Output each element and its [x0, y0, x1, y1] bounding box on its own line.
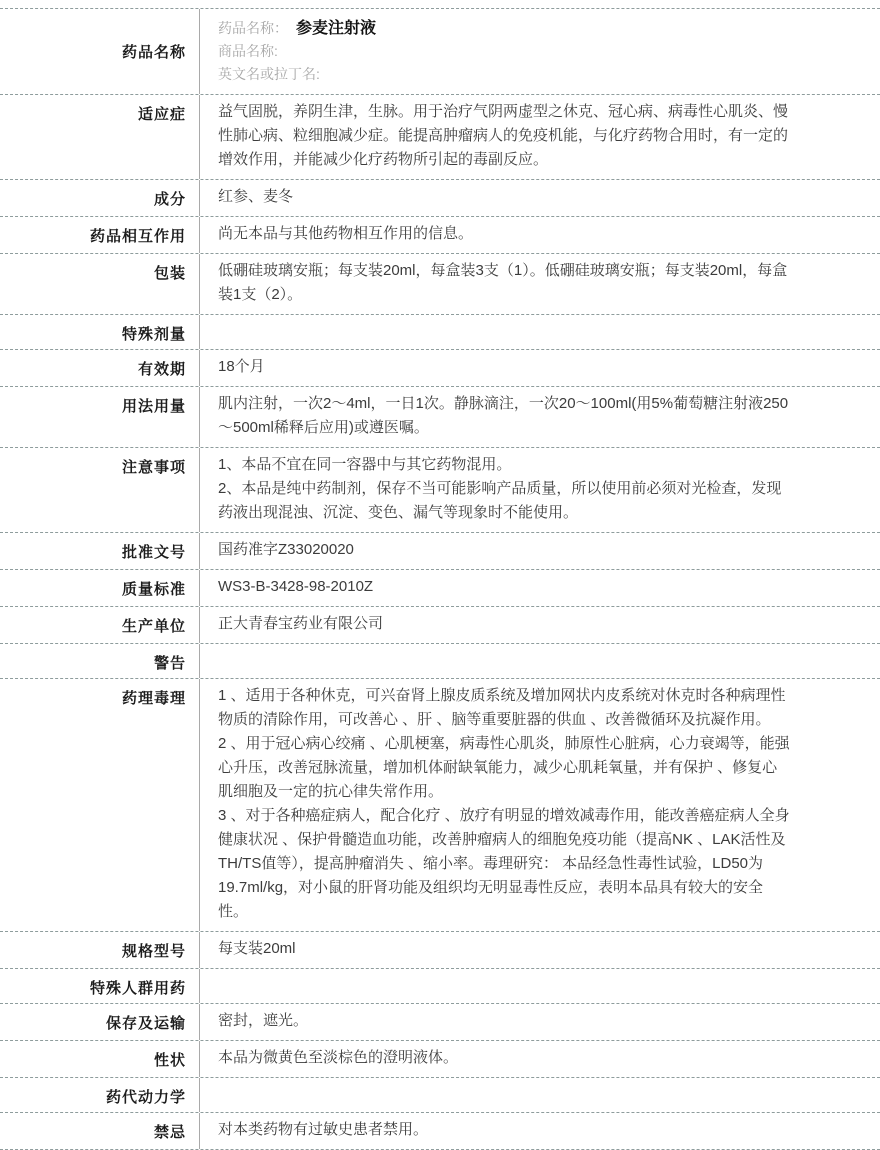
- row-text: 2 、用于冠心病心绞痛 、心肌梗塞，病毒性心肌炎，肺原性心脏病，心力衰竭等，能强心升压，改善冠脉流量，增加机体耐缺氧能力，减少心肌耗氧量，并有保护 、修复心肌细胞及一定的抗心律失常作用。: [218, 735, 790, 800]
- row-text: 每支装20ml: [218, 940, 296, 957]
- row-label: 保存及运输: [0, 1004, 200, 1040]
- row-label: 质量标准: [0, 570, 200, 606]
- row-drug-interactions: [0, 217, 880, 254]
- row-label: 药理毒理: [0, 679, 200, 931]
- row-label: 特殊剂量: [0, 315, 200, 349]
- row-label: 适应症: [0, 95, 200, 179]
- row-value: [200, 570, 880, 606]
- row-label: 性状: [0, 1041, 200, 1077]
- row-contraindications: [0, 1113, 880, 1150]
- row-label: 用法用量: [0, 387, 200, 447]
- row-dosage-usage: [0, 387, 880, 448]
- row-value: [200, 1113, 880, 1149]
- row-label: 警告: [0, 644, 200, 678]
- row-label: 生产单位: [0, 607, 200, 643]
- row-value: [200, 644, 880, 678]
- row-label: 包装: [0, 254, 200, 314]
- row-text: 1、本品不宜在同一容器中与其它药物混用。: [218, 456, 512, 473]
- row-manufacturer: [0, 607, 880, 644]
- row-value: [200, 254, 880, 314]
- row-text: 对本类药物有过敏史患者禁用。: [218, 1121, 429, 1138]
- drug-info-page: [0, 8, 880, 1141]
- row-text: 1 、适用于各种休克，可兴奋肾上腺皮质系统及增加网状内皮系统对休克时各种病理性物质的清除作用，可改善心 、肝 、脑等重要脏器的供血 、改善微循环及抗凝作用。: [218, 687, 786, 728]
- row-value: [200, 95, 880, 179]
- row-text: 肌内注射，一次2～4ml，一日1次。静脉滴注，一次20～100ml(用5%葡萄糖注射液250～500ml稀释后应用)或遵医嘱。: [218, 395, 789, 436]
- row-text: 密封，遮光。: [218, 1012, 309, 1029]
- row-specification: [0, 932, 880, 969]
- row-value: [200, 217, 880, 253]
- row-text: 红参、麦冬: [218, 188, 294, 205]
- row-text: 尚无本品与其他药物相互作用的信息。: [218, 225, 474, 242]
- row-warning: [0, 644, 880, 679]
- latin-name-line: [218, 63, 792, 86]
- row-text: 3 、对于各种癌症病人，配合化疗 、放疗有明显的增效减毒作用，能改善癌症病人全身健康状况 、保护骨髓造血功能，改善肿瘤病人的细胞免疫功能（提高NK 、LAK活性及TH/TS值等），提高肿瘤消失 、缩小率。毒理研究： 本品经急性毒性试验，LD50为19.7ml/kg，对小鼠的肝肾功能及组织均无明显毒性反应，表明本品具有较大的安全性。: [218, 807, 790, 920]
- row-label: 成分: [0, 180, 200, 216]
- row-label: 规格型号: [0, 932, 200, 968]
- row-label: 有效期: [0, 350, 200, 386]
- row-label: 注意事项: [0, 448, 200, 532]
- row-special-dosage: [0, 315, 880, 350]
- trade-name-key: 商品名称:: [218, 43, 278, 59]
- row-value: [200, 533, 880, 569]
- row-text: 国药准字Z33020020: [218, 541, 354, 558]
- row-packaging: [0, 254, 880, 315]
- row-quality-standard: [0, 570, 880, 607]
- row-label: 禁忌: [0, 1113, 200, 1149]
- row-description: [0, 1041, 880, 1078]
- row-drug-name: [0, 9, 880, 95]
- row-text: 益气固脱，养阴生津，生脉。用于治疗气阴两虚型之休克、冠心病、病毒性心肌炎、慢性肺心病、粒细胞减少症。能提高肿瘤病人的免疫机能，与化疗药物合用时，有一定的增效作用，并能减少化疗药物所引起的毒副反应。: [218, 103, 789, 168]
- row-pharmacology-toxicology: [0, 679, 880, 932]
- row-text: 2、本品是纯中药制剂，保存不当可能影响产品质量，所以使用前必须对光检查，发现药液出现混浊、沉淀、变色、漏气等现象时不能使用。: [218, 480, 782, 521]
- row-value: [200, 448, 880, 532]
- row-value: [200, 969, 880, 1003]
- generic-name-line: [218, 17, 792, 40]
- row-label: 药品名称: [0, 9, 200, 94]
- row-value: [200, 9, 880, 94]
- drug-name-value: 参麦注射液: [296, 20, 377, 37]
- row-value: [200, 350, 880, 386]
- row-value: [200, 315, 880, 349]
- row-value: [200, 1004, 880, 1040]
- row-pharmacokinetics: [0, 1078, 880, 1113]
- row-shelf-life: [0, 350, 880, 387]
- row-precautions: [0, 448, 880, 533]
- row-value: [200, 387, 880, 447]
- row-value: [200, 932, 880, 968]
- trade-name-line: [218, 40, 792, 63]
- drug-info-table: [0, 8, 880, 1150]
- row-text: 18个月: [218, 358, 265, 375]
- row-storage-transport: [0, 1004, 880, 1041]
- row-text: 本品为微黄色至淡棕色的澄明液体。: [218, 1049, 459, 1066]
- row-value: [200, 607, 880, 643]
- generic-name-key: 药品名称：: [218, 20, 288, 36]
- row-indications: [0, 95, 880, 180]
- row-text: WS3-B-3428-98-2010Z: [218, 578, 374, 595]
- row-value: [200, 180, 880, 216]
- row-ingredients: [0, 180, 880, 217]
- latin-name-key: 英文名或拉丁名:: [218, 66, 320, 82]
- row-special-populations: [0, 969, 880, 1004]
- row-value: [200, 1078, 880, 1112]
- row-text: 低硼硅玻璃安瓶；每支装20ml，每盒装3支（1）。低硼硅玻璃安瓶；每支装20ml，每盒装1支（2）。: [218, 262, 788, 303]
- row-approval-number: [0, 533, 880, 570]
- row-text: 正大青春宝药业有限公司: [218, 615, 384, 632]
- row-value: [200, 1041, 880, 1077]
- row-label: 药代动力学: [0, 1078, 200, 1112]
- row-label: 批准文号: [0, 533, 200, 569]
- row-label: 药品相互作用: [0, 217, 200, 253]
- row-value: [200, 679, 880, 931]
- row-label: 特殊人群用药: [0, 969, 200, 1003]
